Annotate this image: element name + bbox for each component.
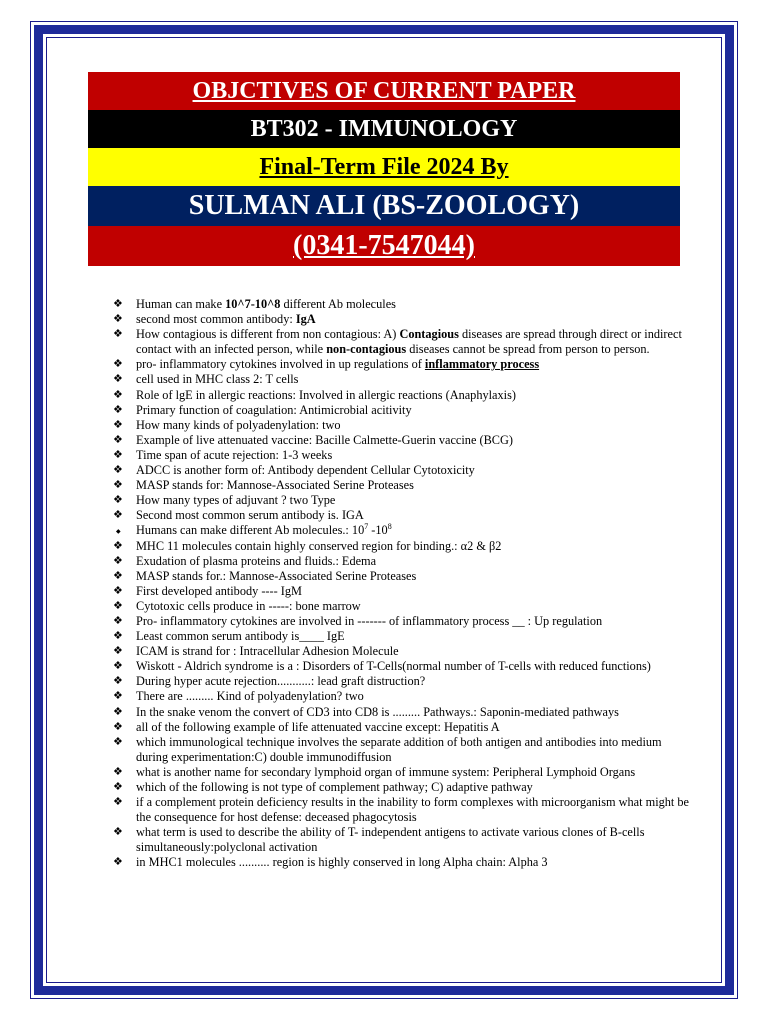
diamond-bullet-icon: ❖ — [113, 630, 123, 643]
list-item — [113, 735, 693, 765]
list-item — [113, 403, 693, 418]
diamond-bullet-icon: ❖ — [113, 705, 123, 718]
item-text: In the snake venom the convert of CD3 into CD8 is ......... Pathways.: Saponin-mediated pathways — [136, 704, 619, 719]
item-text: MASP stands for.: Mannose-Associated Serine Proteases — [136, 568, 417, 583]
list-item — [113, 674, 693, 689]
list-item — [113, 448, 693, 463]
list-item — [113, 554, 693, 569]
item-text: non-contagious — [326, 342, 407, 357]
item-text: Least common serum antibody is____ IgE — [136, 629, 345, 644]
list-item — [113, 508, 693, 523]
item-text: Pro- inflammatory cytokines are involved in ------- of inflammatory process __ : Up regulation — [136, 613, 603, 628]
diamond-bullet-icon: ❖ — [113, 494, 123, 507]
diamond-bullet-icon: ❖ — [113, 418, 123, 431]
list-item — [113, 659, 693, 674]
diamond-bullet-icon: ❖ — [113, 675, 123, 688]
item-text: How many kinds of polyadenylation: two — [136, 417, 341, 432]
item-text: Primary function of coagulation: Antimicrobial acitivity — [136, 402, 412, 417]
item-text: what is another name for secondary lymphoid organ of immune system: Peripheral Lymphoid Organs — [136, 764, 636, 779]
diamond-bullet-icon: ❖ — [113, 554, 123, 567]
diamond-bullet-icon: ❖ — [113, 298, 123, 310]
item-text: IgA — [295, 312, 316, 327]
title-objectives: OBJCTIVES OF CURRENT PAPER — [88, 72, 680, 110]
item-text: which immunological technique involves the separate addition of both antigen and antibodies into medium during experimentation:C) double immunodiffusion — [136, 734, 662, 764]
item-text: 7 — [364, 522, 369, 532]
diamond-bullet-icon: ❖ — [113, 403, 123, 416]
list-item — [113, 644, 693, 659]
item-text: Time span of acute rejection: 1-3 weeks — [136, 447, 333, 462]
list-item — [113, 297, 693, 312]
item-text: MHC 11 molecules contain highly conserved region for binding.: α2 & β2 — [136, 538, 502, 553]
diamond-bullet-icon: ❖ — [113, 433, 123, 446]
item-text: First developed antibody ---- IgM — [136, 583, 302, 598]
list-item — [113, 689, 693, 704]
diamond-bullet-icon: ❖ — [113, 358, 123, 371]
list-item — [113, 388, 693, 403]
item-text: 10^7-10^8 — [225, 297, 281, 311]
item-text: all of the following example of life attenuated vaccine except: Hepatitis A — [136, 719, 500, 734]
item-text: in MHC1 molecules .......... region is highly conserved in long Alpha chain: Alpha 3 — [136, 855, 548, 870]
diamond-bullet-icon: ❖ — [113, 569, 123, 582]
list-item — [113, 493, 693, 508]
list-item — [113, 523, 693, 538]
item-text: Contagious — [399, 327, 459, 342]
item-text: Exudation of plasma proteins and fluids.: Edema — [136, 553, 377, 568]
diamond-bullet-icon: ❖ — [113, 313, 123, 326]
item-text: MASP stands for: Mannose-Associated Serine Proteases — [136, 478, 414, 493]
item-text: Wiskott - Aldrich syndrome is a : Disorders of T-Cells(normal number of T-cells with reduced functions) — [136, 659, 651, 674]
item-text: There are ......... Kind of polyadenylation? two — [136, 689, 364, 704]
diamond-bullet-icon: ❖ — [113, 388, 123, 401]
item-text: Second most common serum antibody is. IGA — [136, 508, 364, 523]
item-text: which of the following is not type of complement pathway; C) adaptive pathway — [136, 780, 533, 794]
diamond-bullet-icon: ❖ — [113, 856, 123, 869]
list-item — [113, 463, 693, 478]
diamond-bullet-icon: ❖ — [113, 479, 123, 492]
list-item — [113, 539, 693, 554]
item-text: inflammatory process — [424, 357, 540, 372]
list-item — [113, 825, 693, 855]
list-item — [113, 418, 693, 433]
list-item — [113, 478, 693, 493]
item-text: Cytotoxic cells produce in -----: bone marrow — [136, 598, 361, 613]
diamond-bullet-icon: ❖ — [113, 826, 123, 839]
diamond-bullet-icon: ❖ — [113, 448, 123, 461]
list-item — [113, 765, 693, 780]
list-item — [113, 312, 693, 327]
title-author: SULMAN ALI (BS-ZOOLOGY) — [88, 186, 680, 226]
item-text: Example of live attenuated vaccine: Bacille Calmette-Guerin vaccine (BCG) — [136, 432, 513, 447]
qa-list — [113, 297, 693, 871]
item-text: pro- inflammatory cytokines involved in up regulations of — [136, 357, 425, 372]
list-item — [113, 327, 693, 357]
item-text: Humans can make different Ab molecules.: 10 — [136, 523, 365, 538]
list-item — [113, 720, 693, 735]
list-item — [113, 705, 693, 720]
diamond-bullet-icon: ❖ — [113, 781, 123, 793]
item-text: different Ab molecules — [280, 297, 396, 311]
item-text: Human can make — [136, 297, 226, 311]
diamond-bullet-icon: ❖ — [113, 765, 123, 778]
diamond-bullet-icon: ❖ — [113, 584, 123, 597]
item-text: ICAM is strand for : Intracellular Adhesion Molecule — [136, 644, 399, 659]
diamond-bullet-icon: ❖ — [113, 645, 123, 658]
item-text: During hyper acute rejection...........: lead graft distruction? — [136, 674, 426, 689]
diamond-bullet-icon: ❖ — [113, 509, 123, 522]
diamond-bullet-icon: ◆ — [116, 529, 121, 536]
title-file: Final-Term File 2024 By — [88, 148, 680, 186]
list-item — [113, 433, 693, 448]
list-item — [113, 584, 693, 599]
item-text: diseases cannot be spread from person to person. — [406, 342, 650, 357]
list-item — [113, 780, 693, 795]
item-text: second most common antibody: — [136, 312, 296, 327]
item-text: diseases are spread through direct or indirect contact with an infected person, while — [136, 327, 682, 357]
item-text: How contagious is different from non contagious: A) — [136, 327, 400, 342]
item-text: cell used in MHC class 2: T cells — [136, 372, 299, 387]
item-text: if a complement protein deficiency results in the inability to form complexes with microorganism what might be the consequence for host defense: deceased phagocytosis — [136, 795, 689, 825]
diamond-bullet-icon: ❖ — [113, 328, 123, 341]
item-text: How many types of adjuvant ? two Type — [136, 493, 336, 508]
title-course: BT302 - IMMUNOLOGY — [88, 110, 680, 148]
diamond-bullet-icon: ❖ — [113, 614, 123, 627]
diamond-bullet-icon: ❖ — [113, 796, 123, 809]
diamond-bullet-icon: ❖ — [113, 373, 123, 386]
diamond-bullet-icon: ❖ — [113, 539, 123, 552]
diamond-bullet-icon: ❖ — [113, 735, 123, 748]
list-item — [113, 357, 693, 372]
title-phone: (0341-7547044) — [88, 226, 680, 266]
diamond-bullet-icon: ❖ — [113, 690, 123, 703]
list-item — [113, 629, 693, 644]
list-item — [113, 855, 693, 870]
list-item — [113, 599, 693, 614]
list-item — [113, 795, 693, 825]
item-text: ADCC is another form of: Antibody dependent Cellular Cytotoxicity — [136, 463, 475, 478]
diamond-bullet-icon: ❖ — [113, 660, 123, 673]
diamond-bullet-icon: ❖ — [113, 464, 123, 477]
list-item — [113, 569, 693, 584]
diamond-bullet-icon: ❖ — [113, 599, 123, 612]
item-text: Role of lgE in allergic reactions: Involved in allergic reactions (Anaphylaxis) — [136, 387, 516, 402]
list-item — [113, 372, 693, 387]
diamond-bullet-icon: ❖ — [113, 720, 123, 733]
item-text: -10 — [368, 523, 388, 538]
item-text: what term is used to describe the ability of T- independent antigens to activate various clones of B-cells simultaneously:polyclonal activation — [136, 825, 645, 855]
list-item — [113, 614, 693, 629]
item-text: 8 — [387, 522, 392, 532]
